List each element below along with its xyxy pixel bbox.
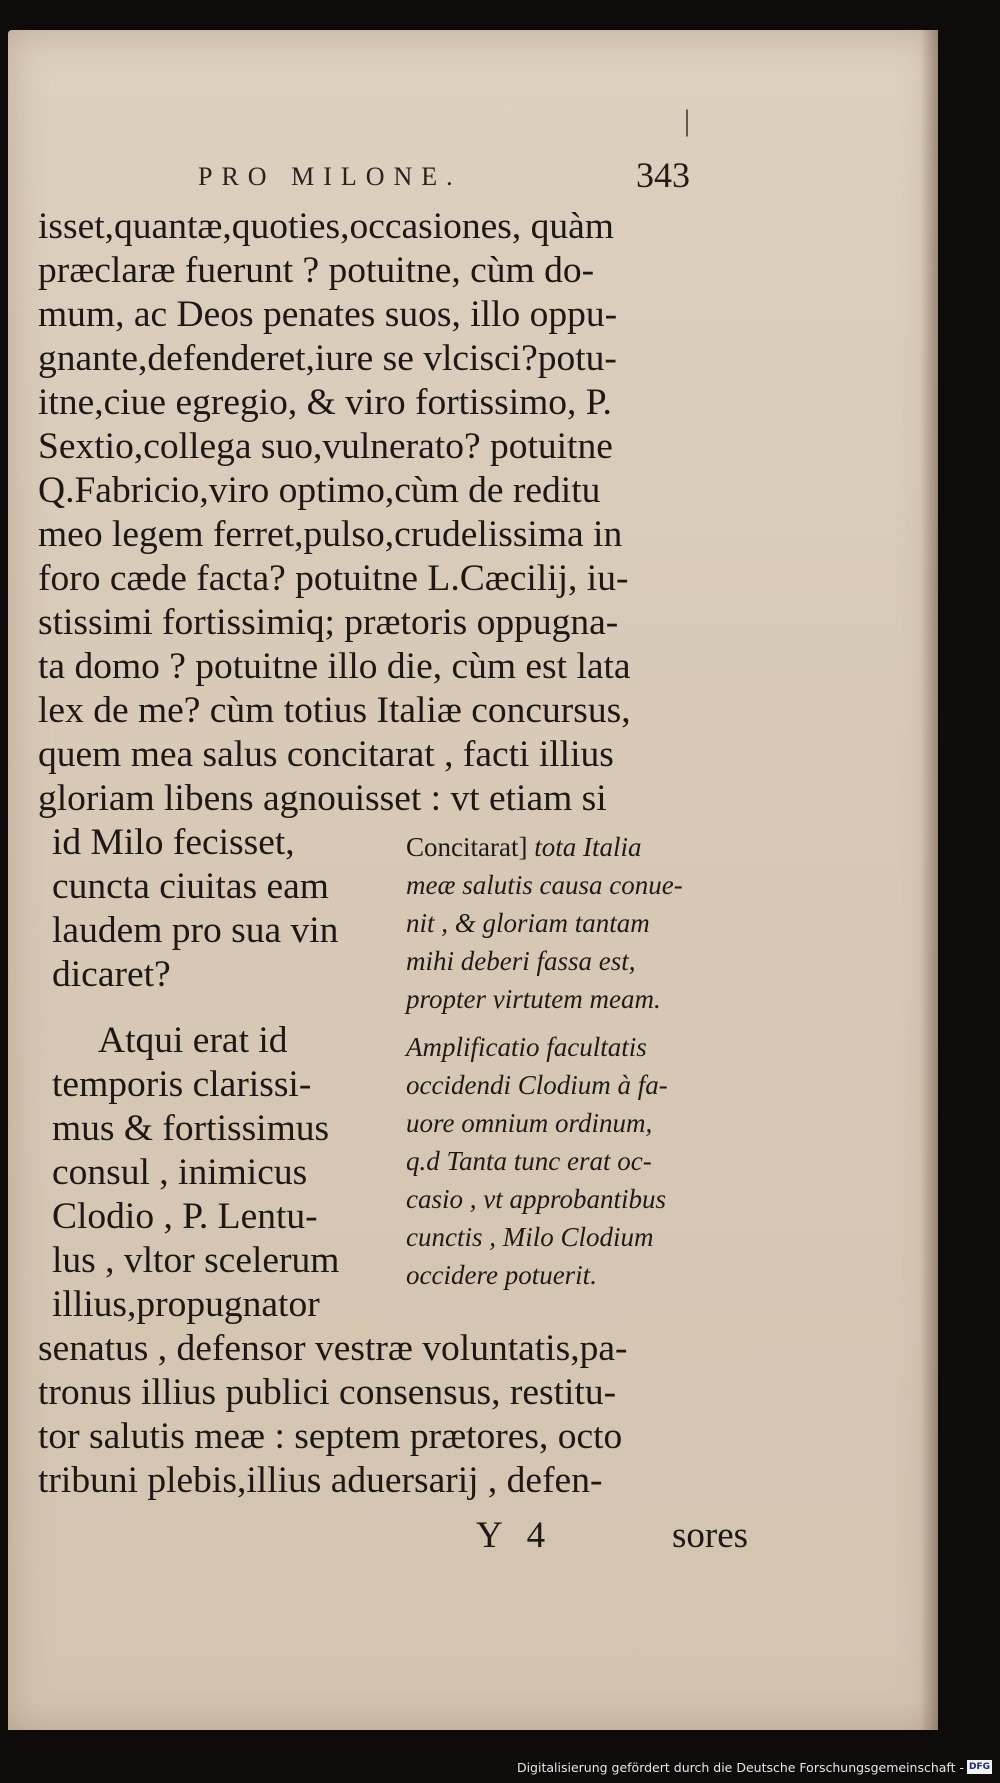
left-column-line: cuncta ciuitas eam — [52, 866, 329, 907]
note-2-line: casio , vt approbantibus — [406, 1184, 666, 1214]
left-column-line: temporis clarissi- — [52, 1064, 312, 1105]
body-line: tor salutis meæ : septem prætores, octo — [38, 1416, 623, 1457]
note-2-line: q.d Tanta tunc erat oc- — [406, 1146, 652, 1176]
body-line: meo legem ferret,pulso,crudelissima in — [38, 514, 623, 555]
page-header — [8, 104, 938, 198]
body-line: mum, ac Deos penates suos, illo oppu- — [38, 294, 618, 335]
left-column-line: lus , vltor scelerum — [52, 1240, 340, 1281]
page-edge-shadow — [920, 30, 938, 1730]
body-line: quem mea salus concitarat , facti illius — [38, 734, 614, 775]
signature-mark: Y 4 — [476, 1515, 554, 1556]
note-2-line: cunctis , Milo Clodium — [406, 1222, 654, 1252]
left-column-line: consul , inimicus — [52, 1152, 308, 1193]
left-column-line: Clodio , P. Lentu- — [52, 1196, 318, 1237]
body-line: isset,quantæ,quoties,occasiones, quàm — [38, 206, 614, 247]
note-1-line: propter virtutem meam. — [406, 984, 661, 1014]
body-line: stissimi fortissimiq; prætoris oppugna- — [38, 602, 619, 643]
note-1-line: meæ salutis causa conue- — [406, 870, 683, 900]
page-number: 343 — [636, 155, 690, 195]
body-line: tribuni plebis,illius aduersarij , defen- — [38, 1460, 603, 1501]
note-2-line: occidere potuerit. — [406, 1260, 597, 1290]
left-column-line: id Milo fecisset, — [52, 822, 295, 863]
left-column-line: Atqui erat id — [98, 1020, 288, 1061]
digitization-footer — [0, 1748, 1000, 1783]
dfg-logo: DFG — [968, 1762, 990, 1772]
body-line: lex de me? cùm totius Italiæ concursus, — [38, 690, 631, 731]
note-2-line: Amplificatio facultatis — [406, 1032, 647, 1062]
body-line: senatus , defensor vestræ voluntatis,pa- — [38, 1328, 628, 1369]
note-1-line: mihi deberi fassa est, — [406, 946, 636, 976]
note-1-line: nit , & gloriam tantam — [406, 908, 650, 938]
margin-mark: | — [684, 104, 691, 137]
footer-credit: Digitalisierung gefördert durch die Deutsche Forschungsgemeinschaft - — [516, 1760, 964, 1775]
catchword: sores — [672, 1515, 749, 1556]
body-line: itne,ciue egregio, & viro fortissimo, P. — [38, 382, 612, 423]
left-column-line: laudem pro sua vin — [52, 910, 339, 951]
left-column-line: mus & fortissimus — [52, 1108, 330, 1149]
note-1-line-first — [406, 828, 746, 866]
left-column-line: illius,propugnator — [52, 1284, 320, 1325]
note-2-line: uore omnium ordinum, — [406, 1108, 653, 1138]
note-2-line: occidendi Clodium à fa- — [406, 1070, 668, 1100]
body-line: ta domo ? potuitne illo die, cùm est lata — [38, 646, 631, 687]
body-line: gnante,defenderet,iure se vlcisci?potu- — [38, 338, 617, 379]
body-line: Q.Fabricio,viro optimo,cùm de reditu — [38, 470, 601, 511]
book-page — [8, 30, 938, 1730]
note-1-text: tota Italia — [534, 832, 642, 862]
body-line: Sextio,collega suo,vulnerato? potuitne — [38, 426, 613, 467]
body-line: gloriam libens agnouisset : vt etiam si — [38, 778, 607, 819]
running-title: PRO MILONE. — [198, 162, 462, 191]
left-column-line: dicaret? — [52, 954, 171, 995]
body-line: foro cæde facta? potuitne L.Cæcilij, iu- — [38, 558, 629, 599]
note-1-lemma: Concitarat] — [406, 832, 528, 862]
body-line: tronus illius publici consensus, restitu- — [38, 1372, 617, 1413]
body-line: præclaræ fuerunt ? potuitne, cùm do- — [38, 250, 595, 291]
